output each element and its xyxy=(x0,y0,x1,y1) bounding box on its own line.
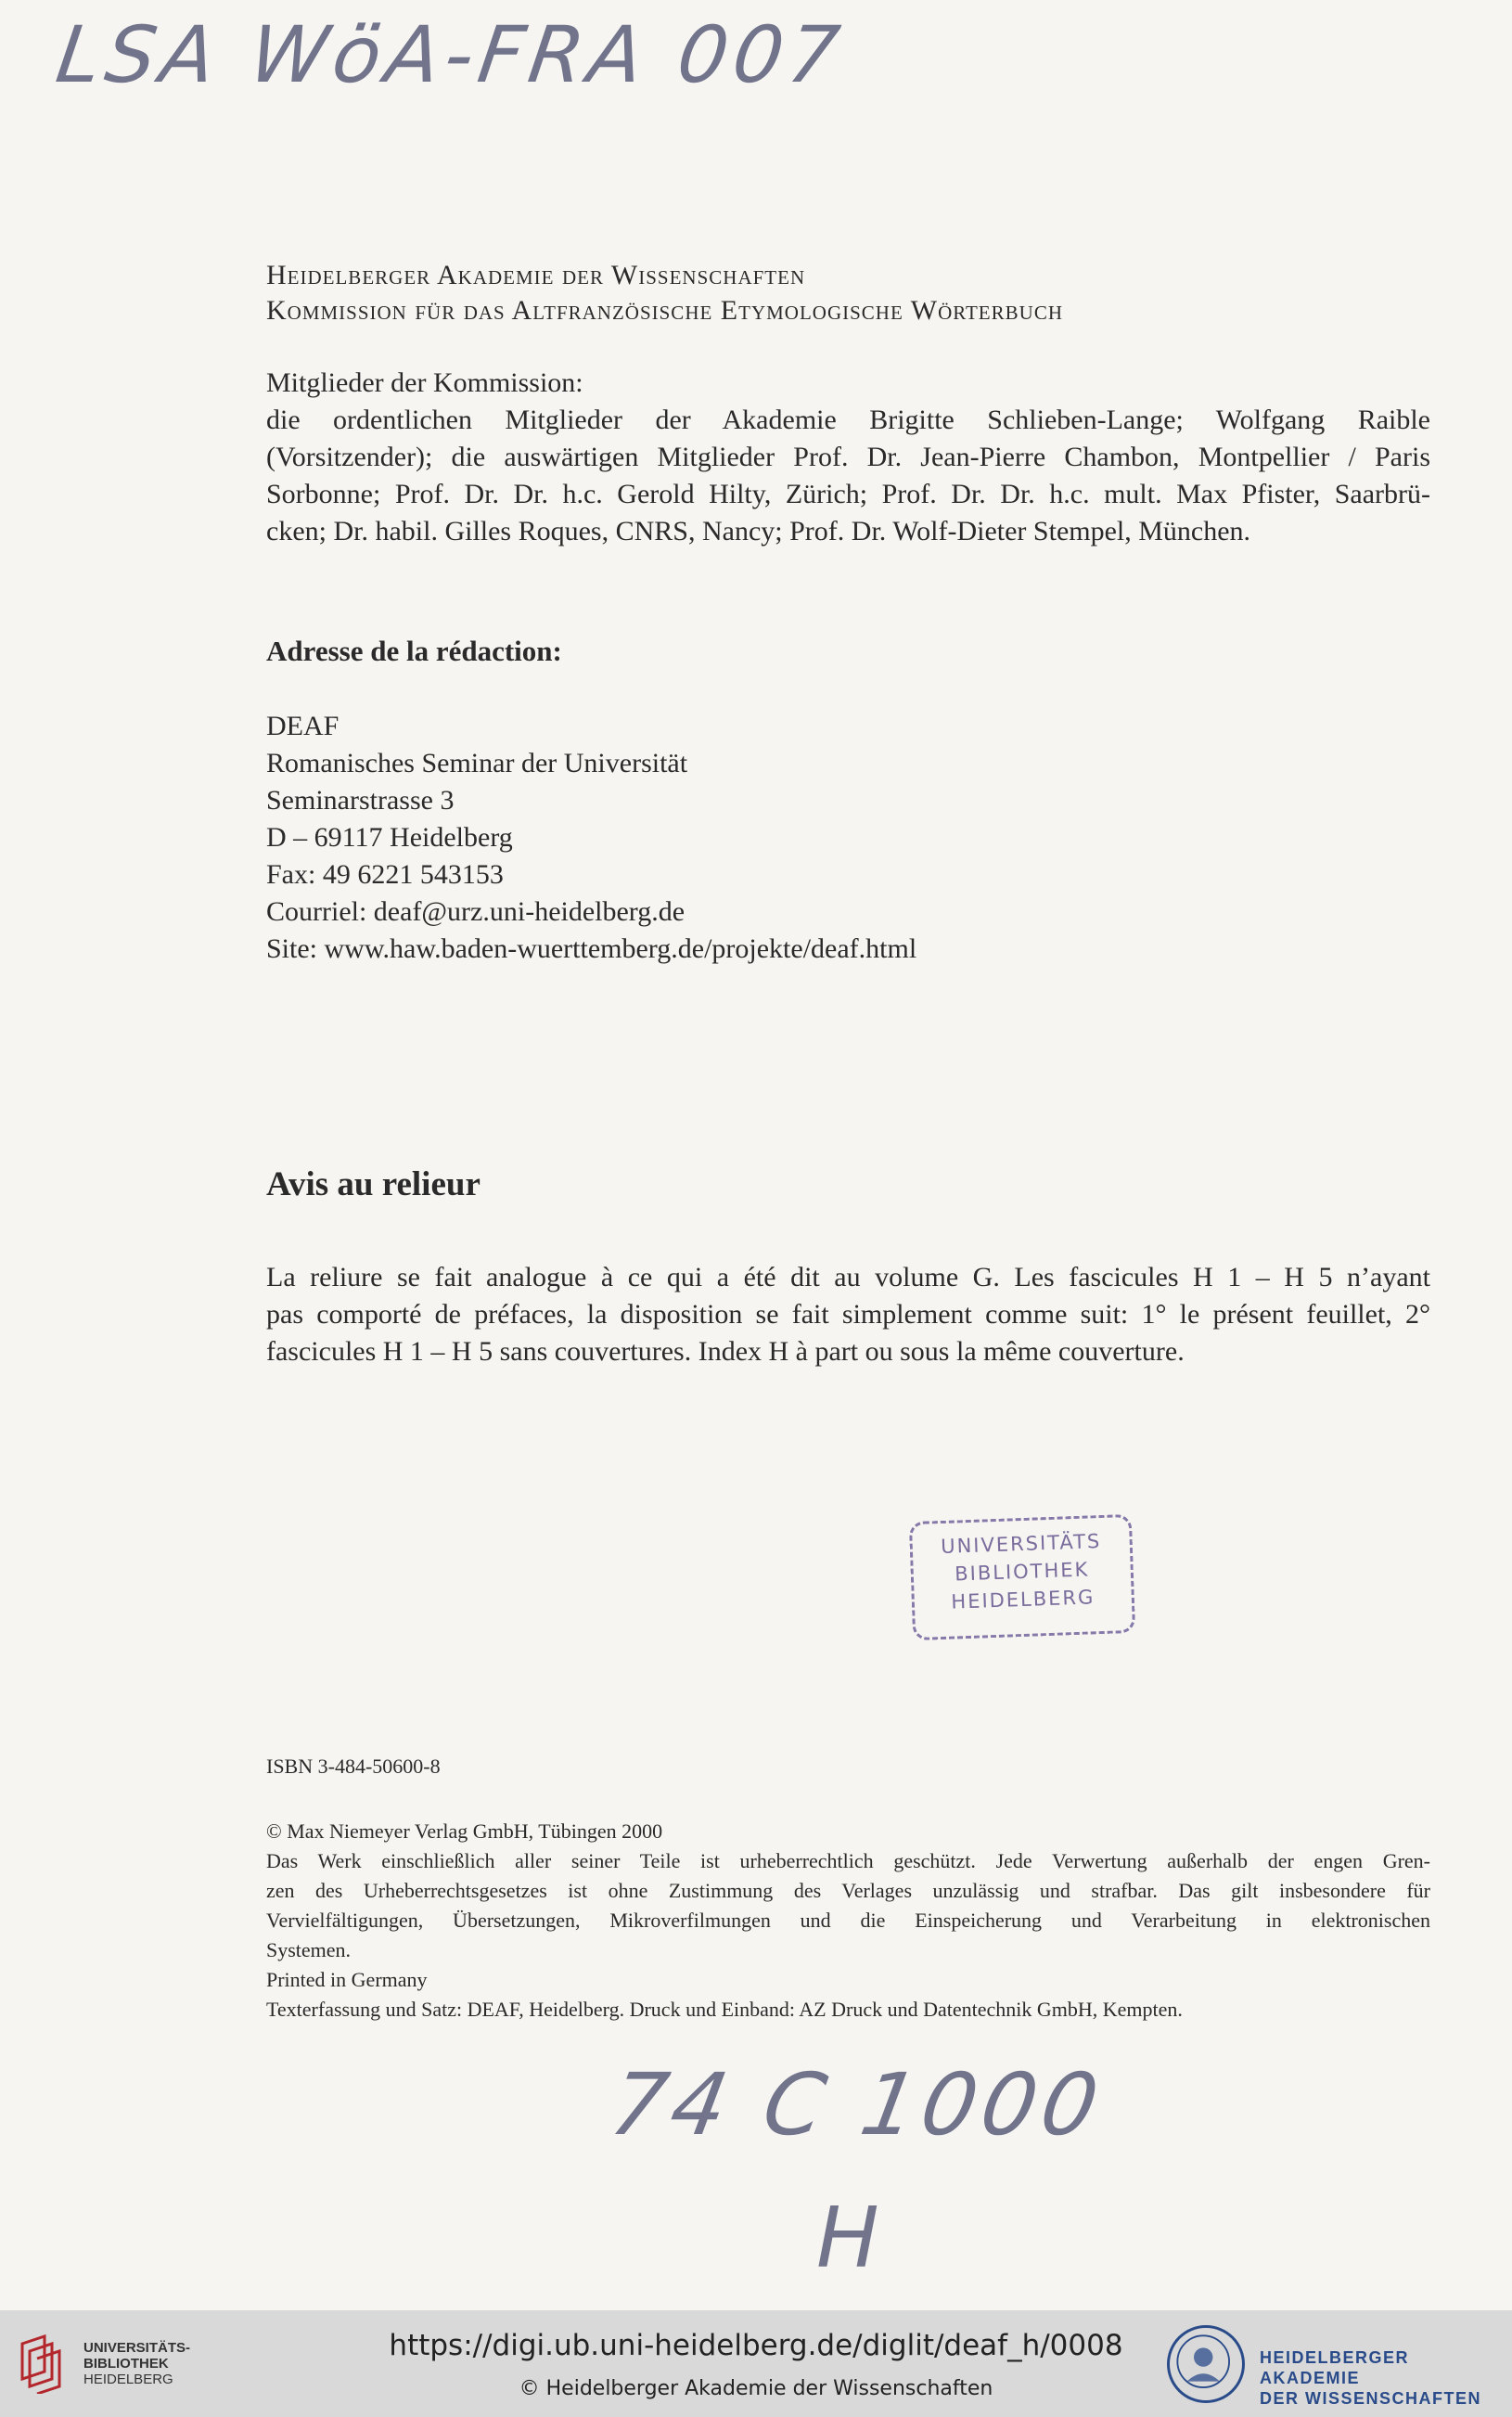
commission-name: Kommission für das Altfranzösische Etymologische Wörterbuch xyxy=(266,295,1063,326)
imprint-line: Vervielfältigungen, Übersetzungen, Mikroverfilmungen und die Einspeicherung und Verarbeitung in elektronischen xyxy=(266,1909,1430,1932)
handwritten-letter: H xyxy=(816,2190,885,2287)
members-line-4: cken; Dr. habil. Gilles Roques, CNRS, Nancy; Prof. Dr. Wolf-Dieter Stempel, München. xyxy=(266,516,1251,546)
library-stamp: UNIVERSITÄTS BIBLIOTHEK HEIDELBERG xyxy=(909,1514,1135,1640)
members-line-1: die ordentlichen Mitglieder der Akademie Brigitte Schlieben-Lange; Wolfgang Raible xyxy=(266,405,1430,435)
isbn: ISBN 3-484-50600-8 xyxy=(266,1755,441,1778)
binder-heading: Avis au relieur xyxy=(266,1165,481,1203)
address-line: D – 69117 Heidelberg xyxy=(266,822,513,853)
members-heading: Mitglieder der Kommission: xyxy=(266,367,583,398)
binder-line-3: fascicules H 1 – H 5 sans couvertures. Index H à part ou sous la même couverture. xyxy=(266,1336,1185,1367)
copyright-line: © Max Niemeyer Verlag GmbH, Tübingen 2000 xyxy=(266,1819,663,1843)
imprint-line: zen des Urheberrechtsgesetzes ist ohne Zustimmung des Verlages unzulässig und strafbar. Das gilt insbesondere für xyxy=(266,1879,1430,1902)
ub-logo-text: UNIVERSITÄTS- BIBLIOTHEK HEIDELBERG xyxy=(83,2340,191,2387)
address-line: DEAF xyxy=(266,711,340,741)
address-line: Seminarstrasse 3 xyxy=(266,785,455,816)
handwritten-shelfmark-bottom: 74 C 1000 xyxy=(603,2055,1111,2154)
academy-seal-icon xyxy=(1167,2325,1245,2403)
members-block xyxy=(266,365,1430,550)
address-line: Romanisches Seminar der Universität xyxy=(266,748,688,778)
academy-name: Heidelberger Akademie der Wissenschaften xyxy=(266,260,806,290)
binder-line-1: La reliure se fait analogue à ce qui a été dit au volume G. Les fascicules H 1 – H 5 n’ayant xyxy=(266,1262,1430,1292)
printed-in: Printed in Germany xyxy=(266,1968,428,1991)
imprint-line: Systemen. xyxy=(266,1938,352,1961)
haw-logo-text: HEIDELBERGER AKADEMIE DER WISSENSCHAFTEN xyxy=(1260,2348,1482,2408)
members-line-3: Sorbonne; Prof. Dr. Dr. h.c. Gerold Hilty, Zürich; Prof. Dr. Dr. h.c. mult. Max Pfister, Saarbrü- xyxy=(266,479,1430,509)
address-heading: Adresse de la rédaction: xyxy=(266,635,562,667)
viewer-footer xyxy=(0,2310,1512,2417)
haw-logo[interactable] xyxy=(1167,2321,1501,2407)
handwritten-shelfmark-top: LSA WöA-FRA 007 xyxy=(51,9,851,100)
imprint-line: Das Werk einschließlich aller seiner Teile ist urheberrechtlich geschützt. Jede Verwertung außerhalb der engen Gren- xyxy=(266,1849,1430,1872)
production-credits: Texterfassung und Satz: DEAF, Heidelberg. Druck und Einband: AZ Druck und Datentechnik GmbH, Kempten. xyxy=(266,1998,1183,2021)
document-url-link[interactable]: https://digi.ub.uni-heidelberg.de/diglit/deaf_h/0008 xyxy=(389,2329,1123,2362)
members-line-2: (Vorsitzender); die auswärtigen Mitglieder Prof. Dr. Jean-Pierre Chambon, Montpellier / Paris xyxy=(266,442,1430,472)
header-block xyxy=(266,258,1435,328)
fax-number: Fax: 49 6221 543153 xyxy=(266,859,504,890)
footer-copyright: © Heidelberger Akademie der Wissenschaften xyxy=(519,2377,993,2400)
address-block xyxy=(266,708,1287,968)
email-address: Courriel: deaf@urz.uni-heidelberg.de xyxy=(266,896,686,927)
binder-line-2: pas comporté de préfaces, la disposition se fait simplement comme suit: 1° le présent feuillet, 2° xyxy=(266,1299,1430,1330)
binder-block xyxy=(266,1259,1430,1370)
website-address: Site: www.haw.baden-wuerttemberg.de/projekte/deaf.html xyxy=(266,933,917,964)
imprint-block xyxy=(266,1817,1430,2025)
